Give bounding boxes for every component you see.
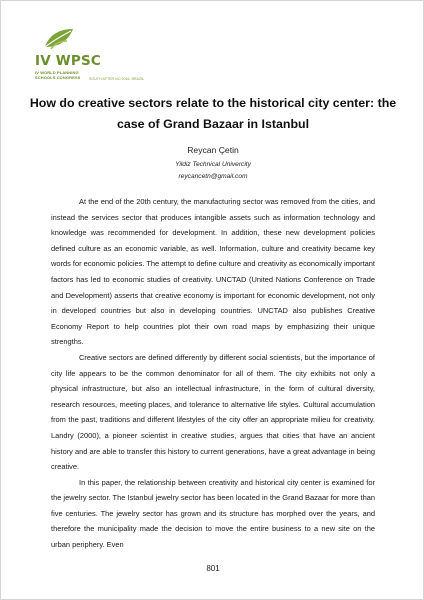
paragraph: In this paper, the relationship between creativity and historical city center is examined for the jewelry sector. The Istanbul jewelry sector has been located in the Grand Bazaar for more than five centuries. The jewelry sector has grown and its structure has morphed over the years, and therefore the municipality made the decision to move the entire business to a new site on the urban periphery. Even bbox=[51, 477, 375, 550]
conference-logo bbox=[33, 27, 193, 79]
author-affiliation: Yildiz Technical Univercity bbox=[175, 161, 251, 168]
logo-subtitle bbox=[35, 71, 80, 80]
logo-subtitle-line2: SCHOOLS CONGRESS bbox=[35, 74, 81, 80]
author-name: Reycan Çetin bbox=[187, 145, 239, 155]
leaf-icon bbox=[41, 27, 77, 51]
logo-title: IV WPSC bbox=[35, 53, 101, 69]
paragraph: Creative sectors are defined differently by different social scientists, but the importance of city life appears to be the common denominator for all of them. The city exhibits not only a physical infrastructure, but also an intellectual infrastructure, in the form of cultural diversity, research resources, meeting places, and tolerance to alternative life styles. Cultural accumulation from the past, traditions and different lifestyles of the city offer an appropriate milieu for creativity. Landry (2000), a pioneer scientist in creative studies, argues that cities that have an ancient history and are able to transfer this history to current generations, have a great advantage in being creative. bbox=[51, 352, 375, 472]
paper-body bbox=[51, 194, 375, 553]
paragraph: At the end of the 20th century, the manufacturing sector was removed from the cities, and instead the services sector that produces intangible assets such as information technology and knowledge was recommended for development. In addition, these new development policies defined culture as an economic variable, as well. Information, culture and creativity became key words for economic policies. The attempt to define culture and creativity as economically important factors has led to economic studies of creativity. UNCTAD (United Nations Conference on Trade and Development) asserts that creative economy is important for economic development, not only in developed countries but also in developing countries. UNCTAD also publishes Creative Economy Report to help countries plot their own road maps by emphasizing their unique strengths. bbox=[51, 197, 375, 347]
logo-subtitle-line1: IV WORLD PLANNING bbox=[35, 70, 79, 75]
author-email: reycancetn@gmail.com bbox=[178, 173, 248, 180]
logo-tagline: SOUTH AFTER NO 2016, BRAZIL bbox=[89, 77, 145, 81]
page-number: 801 bbox=[206, 564, 220, 573]
paper-title: How do creative sectors relate to the historical city center: the case of Grand Bazaar in Istanbul bbox=[29, 96, 397, 131]
